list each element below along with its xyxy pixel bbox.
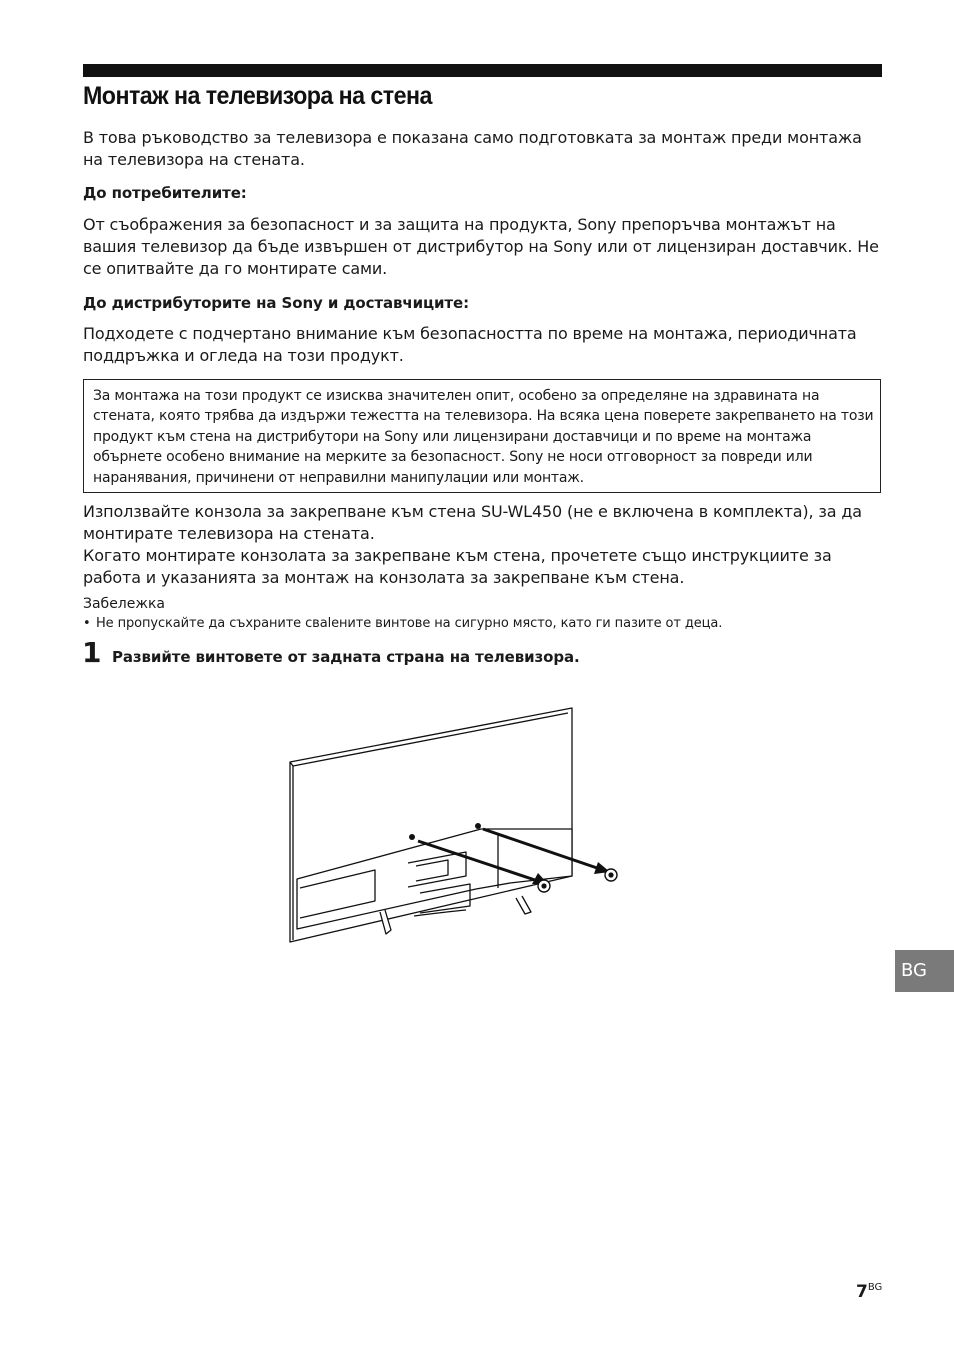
note-item	[83, 616, 722, 631]
page-number-value: 7	[856, 1282, 868, 1302]
bracket-instructions-paragraph: Когато монтирате конзолата за закрепване към стена, прочетете също инструкциите за работа и указанията за монтаж на конзолата за закрепване към стена.	[83, 546, 832, 587]
page-title: Монтаж на телевизора на стена	[83, 82, 432, 110]
warning-text: За монтажа на този продукт се изисква значителен опит, особено за определяне на здравината на стената, която трябва да издържи тежестта на телевизора. На всяка цена поверете закрепването на този продукт към стена на дистрибутори на Sony или лицензирани доставчици и по време на монтажа обърнете особено внимание на мерките за безопасност. Sony не носи отговорност за повреди или наранявания, причинени от неправилни манипулации или монтаж.	[93, 388, 874, 486]
top-rule	[83, 64, 882, 77]
users-paragraph: От съображения за безопасност и за защита на продукта, Sony препоръчва монтажът на вашия телевизор да бъде извършен от дистрибутор на Sony или от лицензиран доставчик. Не се опитвайте да го монтирате сами.	[83, 215, 879, 278]
bracket-paragraph: Използвайте конзола за закрепване към стена SU-WL450 (не е включена в комплекта), за да монтирате телевизора на стената.	[83, 502, 862, 543]
intro-paragraph: В това ръководство за телевизора е показана само подготовката за монтаж преди монтажа на телевизора на стената.	[83, 128, 862, 169]
note-bullet: •	[83, 616, 91, 631]
tv-rear-illustration	[280, 700, 630, 955]
dealers-paragraph: Подходете с подчертано внимание към безопасността по време на монтажа, периодичната поддръжка и огледа на този продукт.	[83, 324, 857, 365]
page-number	[856, 1282, 882, 1302]
note-label: Забележка	[83, 596, 166, 612]
warning-box	[83, 379, 881, 493]
step-text: Развийте винтовете от задната страна на телевизора.	[112, 648, 580, 666]
language-tab: BG	[895, 950, 954, 992]
users-heading: До потребителите:	[83, 184, 247, 202]
note-item-text: Не пропускайте да съхраните сваlените винтове на сигурно място, като ги пазите от деца.	[96, 616, 723, 631]
page-number-suffix: BG	[867, 1282, 883, 1293]
step-number: 1	[82, 636, 102, 669]
dealers-heading: До дистрибуторите на Sony и доставчиците:	[83, 294, 469, 312]
